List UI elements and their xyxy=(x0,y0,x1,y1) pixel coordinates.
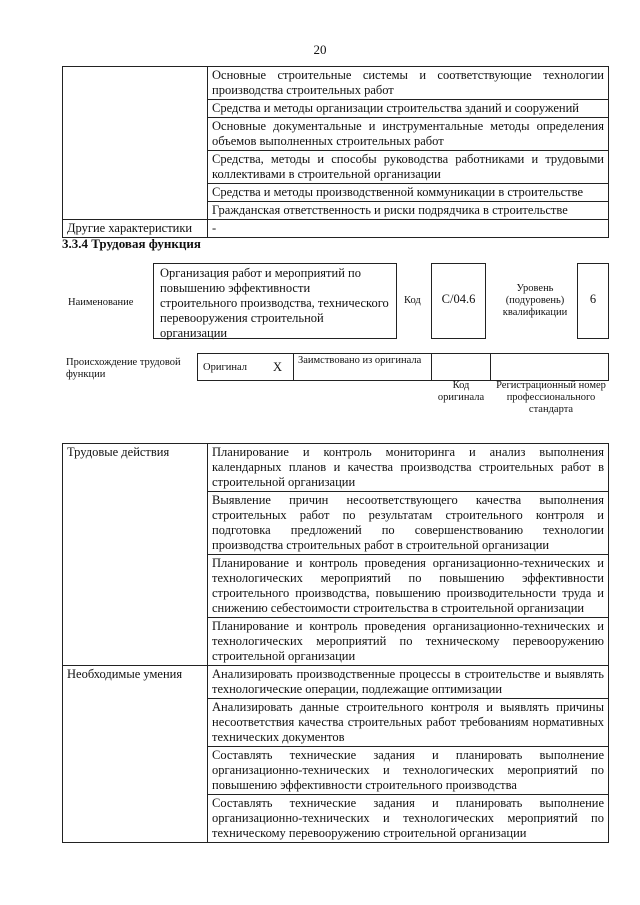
origin-divider xyxy=(293,353,294,381)
labor-action-item: Выявление причин несоответствующего качества выполнения строительных работ по результатам строительного контроля и подготовка предложений по совершенствованию технологии производства строительных работ в строительной организации xyxy=(208,492,609,555)
table-row xyxy=(63,67,609,100)
skill-item: Анализировать данные строительного контроля и выявлять причины несоответствия качества строительных работ требованиям нормативных технических документов xyxy=(208,699,609,747)
table-cell-empty xyxy=(63,67,208,220)
other-characteristics-value: - xyxy=(208,220,609,238)
origin-divider xyxy=(490,353,491,381)
table-row xyxy=(63,220,609,238)
page-number: 20 xyxy=(313,42,327,57)
section-title: 3.3.4 Трудовая функция xyxy=(62,236,201,251)
labor-action-item: Планирование и контроль проведения организационно-технических и технологических мероприятий по повышению эффективности строительного производства, повышению производительности труда и снижению себестоимости строительства в строительной организации xyxy=(208,555,609,618)
knowledge-item: Основные документальные и инструментальные методы определения объемов выполненных строительных работ xyxy=(208,118,609,151)
labor-actions-label: Трудовые действия xyxy=(63,444,208,666)
table-row xyxy=(63,666,609,699)
knowledge-table xyxy=(62,66,609,238)
other-characteristics-label: Другие характеристики xyxy=(63,220,208,238)
function-name: Организация работ и мероприятий по повышению эффективности строительного производства, технического перевооружения строительной организации xyxy=(160,266,389,340)
origin-label: Происхождение трудовой функции xyxy=(66,357,181,380)
skill-item: Составлять технические задания и планировать выполнение организационно-технических и технологических мероприятий по повышению эффективности строительного производства xyxy=(208,747,609,795)
name-label: Наименование xyxy=(68,297,134,308)
function-name-box xyxy=(153,263,397,339)
original-label: Оригинал xyxy=(203,362,247,373)
required-skills-label: Необходимые умения xyxy=(63,666,208,843)
origin-divider xyxy=(431,353,432,381)
knowledge-item: Средства, методы и способы руководства работниками и трудовыми коллективами в строительной организации xyxy=(208,151,609,184)
code-original-caption: Код оригинала xyxy=(437,380,485,403)
labor-action-item: Планирование и контроль мониторинга и анализ выполнения календарных планов и качества производства строительных работ в строительной организации xyxy=(208,444,609,492)
level-value: 6 xyxy=(589,292,597,306)
function-code-box xyxy=(431,263,486,339)
knowledge-item: Гражданская ответственность и риски подрядчика в строительстве xyxy=(208,202,609,220)
level-label: Уровень (подуровень) квалификации xyxy=(502,283,568,318)
original-mark: X xyxy=(273,360,283,374)
knowledge-item: Средства и методы организации строительства зданий и сооружений xyxy=(208,100,609,118)
skill-item: Анализировать производственные процессы в строительстве и выявлять технологические операции, подлежащие оптимизации xyxy=(208,666,609,699)
function-table xyxy=(62,443,609,843)
knowledge-item: Средства и методы производственной коммуникации в строительстве xyxy=(208,184,609,202)
level-box xyxy=(577,263,609,339)
knowledge-item: Основные строительные системы и соответствующие технологии производства строительных работ xyxy=(208,67,609,100)
function-code: C/04.6 xyxy=(441,292,476,306)
skill-item: Составлять технические задания и планировать выполнение организационно-технических и технологических мероприятий по техническому перевооружению строительной организации xyxy=(208,795,609,843)
labor-action-item: Планирование и контроль проведения организационно-технических и технологических мероприятий по техническому перевооружению строительной организации xyxy=(208,618,609,666)
borrowed-label: Заимствовано из оригинала xyxy=(298,355,422,366)
code-label: Код xyxy=(404,295,421,306)
registration-number-caption: Регистрационный номер профессионального стандарта xyxy=(496,380,606,415)
table-row xyxy=(63,444,609,492)
